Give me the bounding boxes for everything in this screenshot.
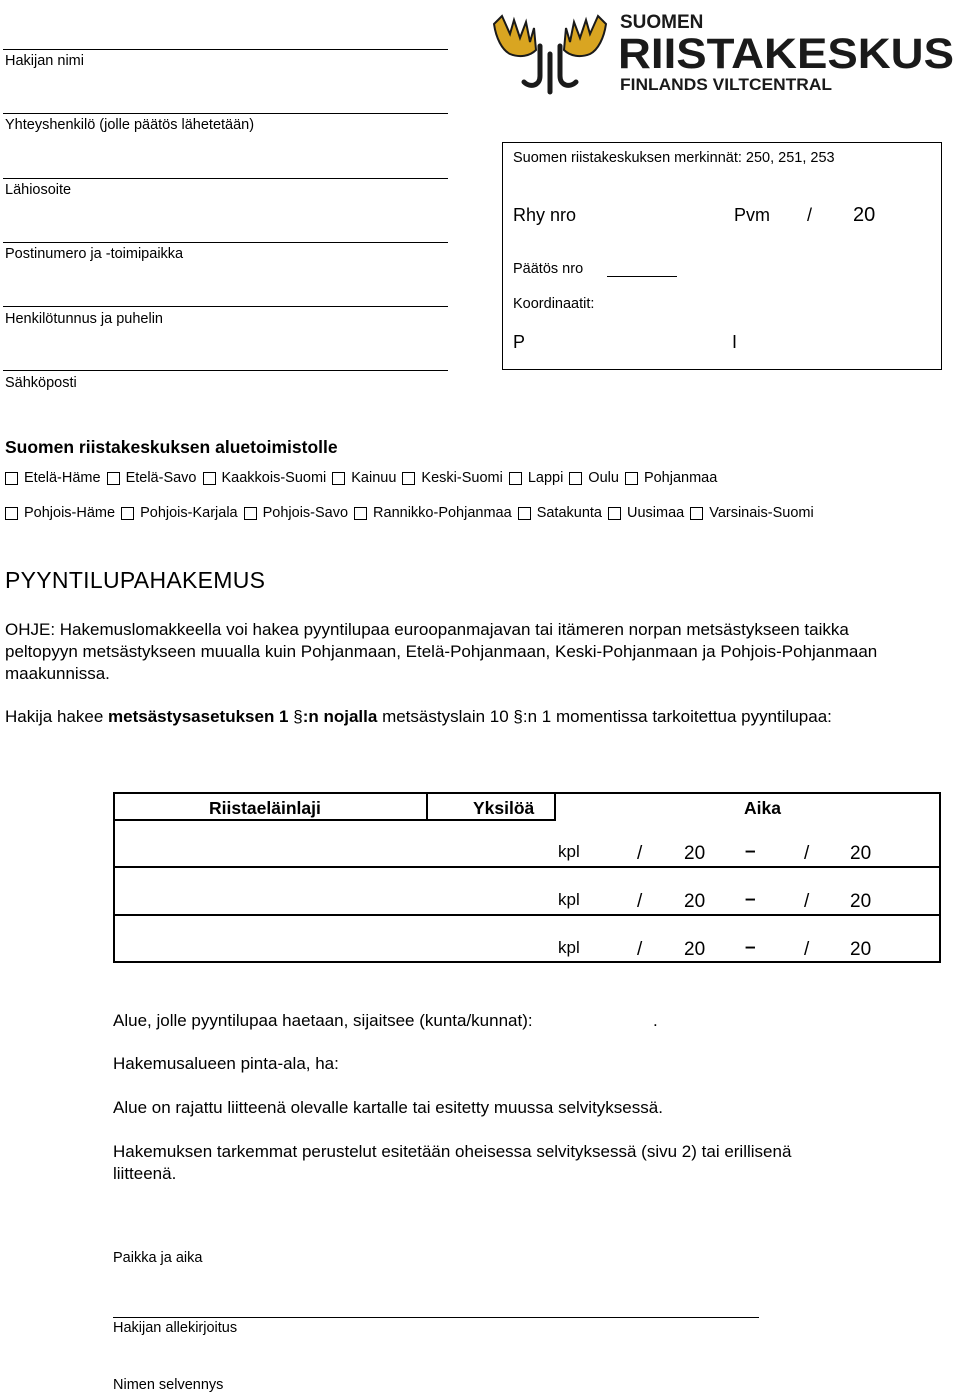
regional-office-row-1 [5, 470, 723, 486]
office-checkbox-label: Etelä-Savo [125, 470, 197, 486]
office-checkbox-label: Pohjois-Häme [24, 505, 116, 521]
header-count: Yksilöä [473, 798, 535, 818]
postal-code-label: Postinumero ja -toimipaikka [5, 246, 184, 262]
office-checkbox-label: Varsinais-Suomi [709, 505, 814, 521]
request-bold2: :n nojalla [302, 707, 378, 726]
section-sign-icon: § [513, 707, 523, 726]
coordinates-label: Koordinaatit: [513, 296, 595, 312]
decision-number-label[interactable]: Päätös nro [513, 261, 584, 277]
checkbox-icon[interactable] [244, 507, 257, 520]
checkbox-icon[interactable] [332, 472, 345, 485]
decision-number-line[interactable] [607, 276, 677, 277]
date-slash: / [807, 205, 813, 225]
area-map-text: Alue on rajattu liitteenä olevalle kartalle tai esitetty muussa selvityksessä. [113, 1098, 663, 1117]
coordinate-i-label[interactable]: I [732, 332, 738, 352]
office-checkbox-item[interactable] [5, 505, 115, 521]
section-sign-icon: § [293, 707, 303, 726]
applicant-name-line[interactable] [3, 49, 448, 50]
end-slash: / [804, 891, 810, 912]
id-phone-label: Henkilötunnus ja puhelin [5, 311, 163, 327]
office-checkbox-item[interactable] [608, 505, 684, 521]
area-size-text[interactable]: Hakemusalueen pinta-ala, ha: [113, 1054, 339, 1073]
contact-person-line[interactable] [3, 113, 448, 114]
request-part2: metsästyslain 10 [377, 707, 514, 726]
office-checkbox-label: Keski-Suomi [421, 470, 503, 486]
date-label[interactable]: Pvm [734, 205, 770, 225]
office-checkbox-label: Kainuu [351, 470, 397, 486]
contact-person-label: Yhteyshenkilö (jolle päätös lähetetään) [5, 117, 255, 133]
checkbox-icon[interactable] [402, 472, 415, 485]
unit-kpl: kpl [558, 938, 580, 957]
checkbox-icon[interactable] [203, 472, 216, 485]
range-dash: – [745, 889, 756, 910]
logo-line1: SUOMEN [620, 12, 704, 33]
office-checkbox-item[interactable] [332, 470, 396, 486]
start-slash: / [637, 843, 643, 864]
table-row-divider-2 [115, 914, 939, 916]
checkbox-icon[interactable] [107, 472, 120, 485]
start-slash: / [637, 891, 643, 912]
checkbox-icon[interactable] [121, 507, 134, 520]
request-part3: :n 1 momentissa tarkoitettua pyyntilupaa: [522, 707, 832, 726]
form-title: PYYNTILUPAHAKEMUS [5, 567, 266, 593]
checkbox-icon[interactable] [625, 472, 638, 485]
signature-line[interactable] [113, 1317, 759, 1318]
checkbox-icon[interactable] [608, 507, 621, 520]
checkbox-icon[interactable] [5, 507, 18, 520]
office-checkbox-item[interactable] [107, 470, 197, 486]
office-checkbox-label: Lappi [527, 470, 564, 486]
table-row-divider-1 [115, 866, 939, 868]
email-line[interactable] [3, 370, 448, 371]
checkbox-icon[interactable] [5, 472, 18, 485]
date-year: 20 [853, 204, 876, 226]
moose-antler-icon [490, 6, 956, 98]
range-dash: – [745, 841, 756, 862]
office-checkbox-label: Etelä-Häme [24, 470, 101, 486]
start-year: 20 [684, 891, 706, 912]
header-species: Riistaeläinlaji [209, 798, 321, 818]
office-checkbox-item[interactable] [354, 505, 512, 521]
office-checkbox-item[interactable] [509, 470, 563, 486]
unit-kpl: kpl [558, 890, 580, 909]
office-checkbox-item[interactable] [402, 470, 502, 486]
street-address-line[interactable] [3, 178, 448, 179]
grounds-text: Hakemuksen tarkemmat perustelut esitetään oheisessa selvityksessä (sivu 2) tai erillisenä liitteenä. [113, 1142, 792, 1183]
table-col-divider-2 [554, 794, 556, 819]
email-label: Sähköposti [5, 375, 77, 391]
id-phone-line[interactable] [3, 306, 448, 307]
area-location-text[interactable]: Alue, jolle pyyntilupaa haetaan, sijaitsee (kunta/kunnat): [113, 1011, 533, 1030]
coordinate-p-label[interactable]: P [513, 332, 526, 352]
unit-kpl: kpl [558, 842, 580, 861]
checkbox-icon[interactable] [518, 507, 531, 520]
street-address-label: Lähiosoite [5, 182, 72, 198]
checkbox-icon[interactable] [690, 507, 703, 520]
office-checkbox-label: Rannikko-Pohjanmaa [373, 505, 512, 521]
request-bold1: metsästysasetuksen 1 [108, 707, 294, 726]
start-year: 20 [684, 843, 706, 864]
start-slash: / [637, 939, 643, 960]
header-time: Aika [744, 798, 781, 818]
office-checkbox-item[interactable] [5, 470, 101, 486]
table-col-divider-1 [426, 794, 428, 819]
office-checkbox-item[interactable] [569, 470, 619, 486]
rhy-number-label[interactable]: Rhy nro [513, 205, 577, 225]
office-notes-heading: Suomen riistakeskuksen merkinnät: 250, 251, 253 [513, 150, 835, 166]
postal-code-line[interactable] [3, 242, 448, 243]
range-dash: – [745, 937, 756, 958]
end-slash: / [804, 939, 810, 960]
end-year: 20 [850, 843, 872, 864]
office-checkbox-item[interactable] [690, 505, 814, 521]
office-checkbox-label: Pohjois-Savo [262, 505, 349, 521]
office-checkbox-label: Satakunta [536, 505, 602, 521]
table-header-divider [115, 819, 556, 821]
end-year: 20 [850, 891, 872, 912]
place-date-label[interactable]: Paikka ja aika [113, 1250, 203, 1266]
applicant-name-label: Hakijan nimi [5, 53, 84, 69]
logo-line2: RIISTAKESKUS [618, 30, 954, 78]
request-part1: Hakija hakee [5, 707, 109, 726]
start-year: 20 [684, 939, 706, 960]
checkbox-icon[interactable] [509, 472, 522, 485]
office-checkbox-item[interactable] [518, 505, 602, 521]
office-checkbox-item[interactable] [121, 505, 238, 521]
office-notes-box [502, 142, 942, 370]
signature-label: Hakijan allekirjoitus [113, 1320, 238, 1336]
office-checkbox-label: Pohjanmaa [643, 470, 718, 486]
regional-office-row-2 [5, 505, 820, 521]
game-species-table [113, 792, 941, 963]
instructions-text: OHJE: Hakemuslomakkeella voi hakea pyyntilupaa euroopanmajavan tai itämeren norpan metsästykseen taikka peltopyyn metsästykseen muualla kuin Pohjanmaan, Etelä-Pohjanmaan, Keski-Pohjanmaan ja Pohjois-Pohjanmaan maakunnissa. [5, 620, 878, 683]
riistakeskus-logo [490, 6, 956, 98]
regional-office-heading: Suomen riistakeskuksen aluetoimistolle [5, 437, 338, 457]
office-checkbox-item[interactable] [625, 470, 717, 486]
office-checkbox-label: Pohjois-Karjala [140, 505, 238, 521]
office-checkbox-label: Uusimaa [627, 505, 685, 521]
checkbox-icon[interactable] [354, 507, 367, 520]
end-year: 20 [850, 939, 872, 960]
area-location-period: . [653, 1011, 658, 1030]
request-text [5, 706, 925, 728]
checkbox-icon[interactable] [569, 472, 582, 485]
office-checkbox-item[interactable] [244, 505, 348, 521]
office-checkbox-label: Kaakkois-Suomi [221, 470, 327, 486]
logo-line3: FINLANDS VILTCENTRAL [620, 75, 832, 94]
office-checkbox-label: Oulu [588, 470, 619, 486]
end-slash: / [804, 843, 810, 864]
office-checkbox-item[interactable] [203, 470, 327, 486]
name-clarification-label[interactable]: Nimen selvennys [113, 1377, 224, 1393]
